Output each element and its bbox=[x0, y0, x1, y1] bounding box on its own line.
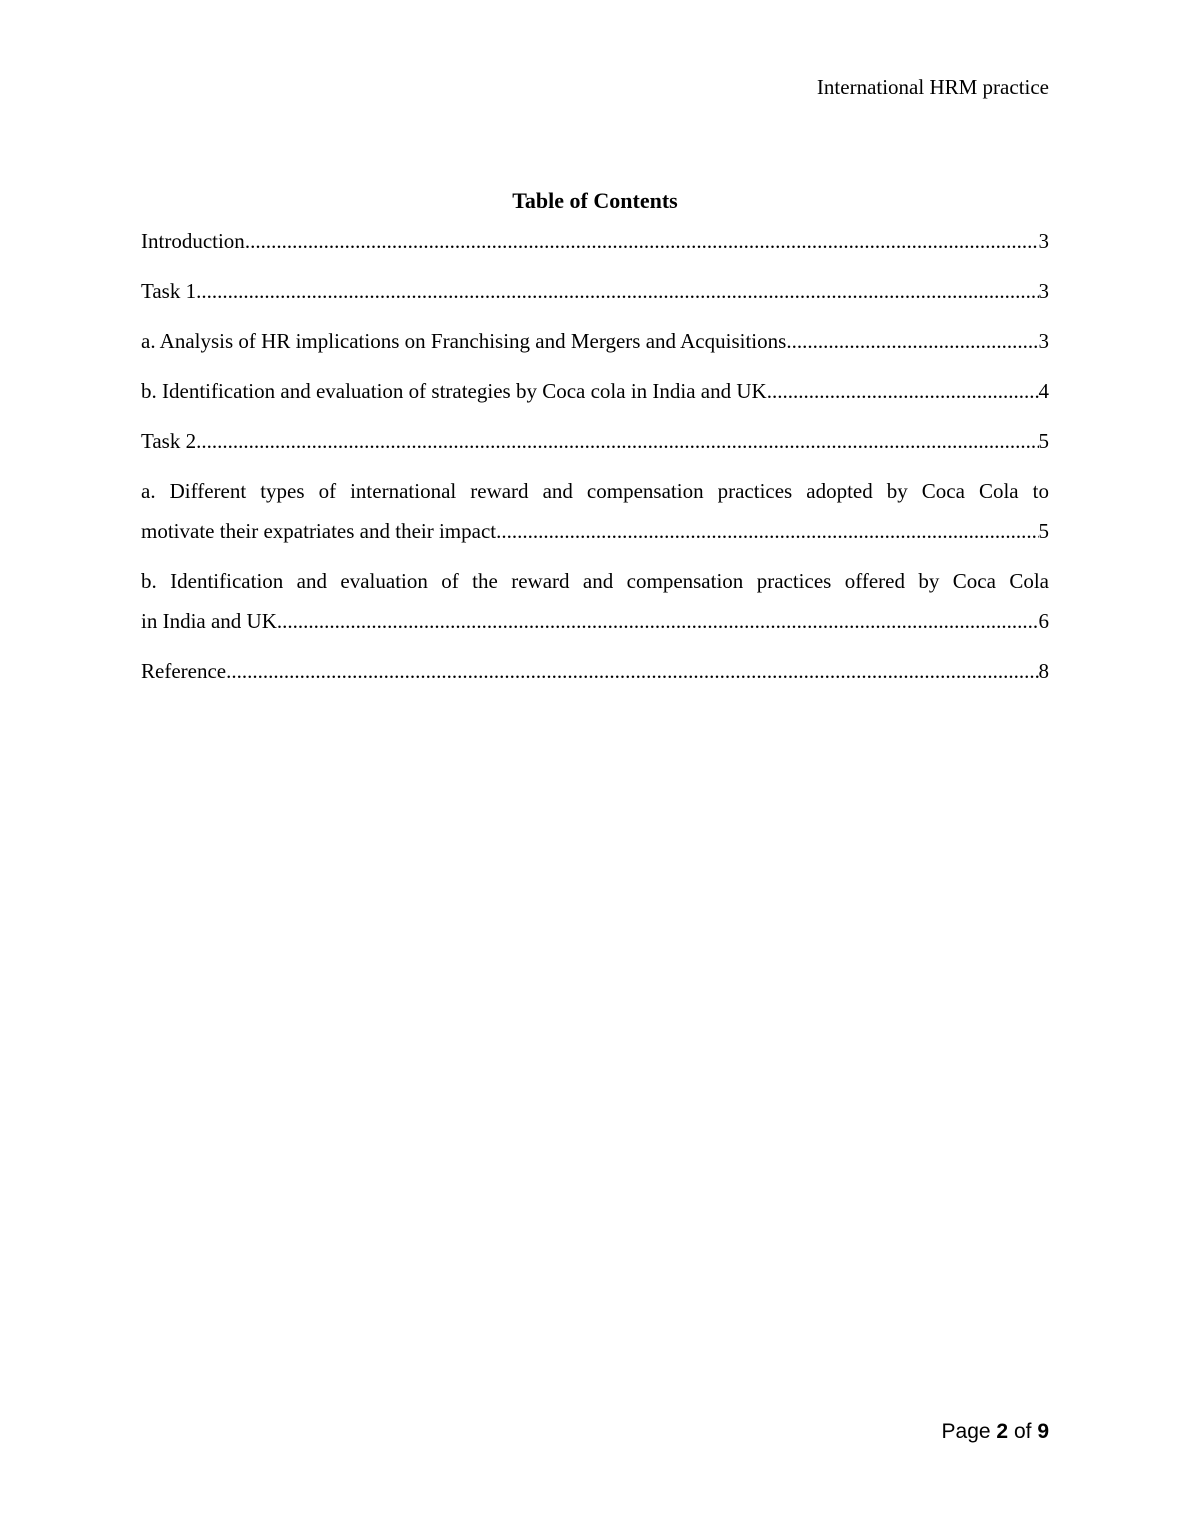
toc-entry-page: 5 bbox=[1038, 519, 1049, 543]
toc-entry-label: Reference bbox=[141, 659, 227, 683]
dot-leader bbox=[245, 221, 1039, 261]
toc-entry-label-line-1: a. Different types of international reward and compensation practices adopted by Coca Cola to bbox=[141, 479, 1049, 503]
toc-entry-page: 4 bbox=[1038, 379, 1049, 403]
toc-entry-label-line-1: b. Identification and evaluation of the reward and compensation practices offered by Coca Cola bbox=[141, 569, 1049, 593]
table-of-contents bbox=[141, 221, 1049, 701]
toc-entry-label: Introduction bbox=[141, 229, 245, 253]
dot-leader bbox=[226, 651, 1038, 691]
toc-entry-page: 8 bbox=[1038, 659, 1049, 683]
current-page-number: 2 bbox=[996, 1420, 1009, 1443]
of-word: of bbox=[1013, 1420, 1032, 1443]
dot-leader bbox=[786, 321, 1038, 361]
toc-entry-label: Task 1 bbox=[141, 279, 197, 303]
toc-entry-label: b. Identification and evaluation of strategies by Coca cola in India and UK bbox=[141, 379, 767, 403]
toc-entry-label: Task 2 bbox=[141, 429, 197, 453]
toc-entry-label-line-2: motivate their expatriates and their impact bbox=[141, 519, 497, 543]
dot-leader bbox=[196, 421, 1038, 461]
toc-entry-compensation-evaluation[interactable] bbox=[141, 561, 1049, 641]
page-number-footer bbox=[942, 1418, 1049, 1446]
toc-entry-task-2[interactable] bbox=[141, 421, 1049, 461]
toc-entry-label-line-2: in India and UK bbox=[141, 609, 277, 633]
total-pages-number: 9 bbox=[1037, 1420, 1049, 1443]
toc-entry-page: 3 bbox=[1038, 279, 1049, 303]
toc-entry-reward-practices[interactable] bbox=[141, 471, 1049, 551]
dot-leader bbox=[196, 271, 1038, 311]
dot-leader bbox=[277, 601, 1039, 641]
toc-entry-hr-implications[interactable] bbox=[141, 321, 1049, 361]
dot-leader bbox=[496, 511, 1038, 551]
page-word: Page bbox=[941, 1420, 991, 1443]
toc-entry-reference[interactable] bbox=[141, 651, 1049, 691]
toc-entry-page: 6 bbox=[1038, 609, 1049, 633]
toc-entry-introduction[interactable] bbox=[141, 221, 1049, 261]
toc-entry-strategies[interactable] bbox=[141, 371, 1049, 411]
toc-entry-page: 3 bbox=[1038, 229, 1049, 253]
toc-title: Table of Contents bbox=[512, 188, 678, 213]
toc-entry-page: 5 bbox=[1038, 429, 1049, 453]
toc-entry-task-1[interactable] bbox=[141, 271, 1049, 311]
toc-entry-page: 3 bbox=[1038, 329, 1049, 353]
running-header: International HRM practice bbox=[816, 75, 1049, 99]
dot-leader bbox=[767, 371, 1039, 411]
toc-entry-label: a. Analysis of HR implications on Franchising and Mergers and Acquisitions bbox=[141, 329, 787, 353]
